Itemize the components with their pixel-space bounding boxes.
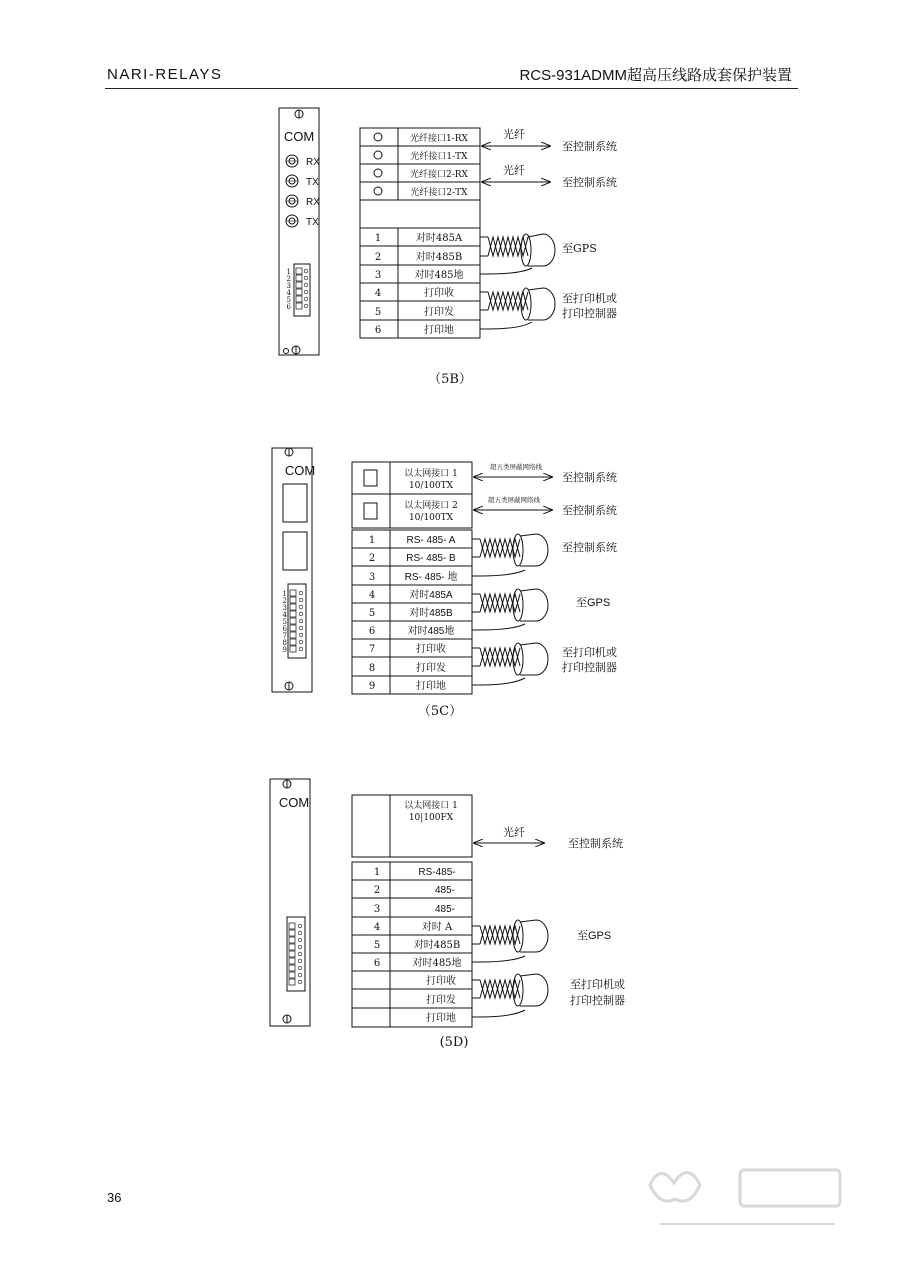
fiber-port-icon — [286, 195, 298, 207]
figure-5c — [272, 448, 617, 719]
cable-label: 超五类屏蔽网络线 — [488, 496, 540, 504]
dest-printer: 打印控制器 — [570, 994, 625, 1007]
twisted-pair-cable — [472, 534, 548, 576]
terminal-label: 打印地 — [426, 1013, 456, 1024]
ethernet-port-speed: 10/100TX — [408, 513, 454, 523]
pin-number: 4 — [282, 611, 287, 619]
terminal-label: 对时485A — [415, 233, 463, 244]
terminal-connector — [287, 917, 305, 991]
terminal-label: 对时485地 — [414, 270, 464, 281]
screw-icon — [285, 682, 293, 690]
terminal-label: 对时 A — [421, 922, 453, 933]
dest-control: 至控制系统 — [562, 140, 617, 153]
figure-5b — [279, 108, 617, 387]
fiber-label: 光纤 — [503, 164, 525, 177]
terminal-label: 打印发 — [426, 995, 456, 1006]
dest-printer: 至打印机或 — [562, 292, 617, 305]
pin-number: 5 — [282, 618, 287, 626]
dest-printer: 至打印机或 — [562, 646, 617, 659]
twisted-pair-cable — [472, 643, 548, 685]
pin-number: 2 — [282, 597, 287, 605]
ethernet-port-label: 以太网接口 1 — [404, 469, 458, 479]
terminal-label: 对时485A — [409, 590, 453, 601]
twisted-pair-cable — [472, 920, 548, 962]
terminal-number: 8 — [368, 663, 376, 674]
terminal-label: 对时485B — [409, 608, 453, 619]
cable-label: 超五类屏蔽网络线 — [490, 463, 542, 471]
figure-caption: (5D) — [439, 1035, 469, 1050]
ethernet-port-icon — [283, 532, 307, 570]
com-panel-5b — [279, 108, 319, 355]
dest-control: 至控制系统 — [568, 837, 623, 850]
terminal-number: 5 — [368, 608, 376, 619]
pin-number: 9 — [282, 646, 287, 654]
header-company: NARI-RELAYS — [107, 66, 223, 83]
panel-title-5d: COM — [278, 795, 310, 810]
terminal-number: 6 — [373, 958, 381, 969]
pin-number: 1 — [286, 268, 291, 276]
terminal-number: 4 — [373, 922, 381, 933]
terminal-number: 2 — [373, 885, 381, 896]
terminal-connector — [294, 264, 310, 316]
dest-control: 至控制系统 — [562, 176, 617, 189]
port-label: TX — [306, 217, 319, 228]
terminal-label: RS- 485- 地 — [404, 572, 458, 583]
panel-title-5b: COM — [283, 129, 315, 144]
pin-number: 2 — [286, 275, 291, 283]
pin-number: 4 — [286, 289, 291, 297]
dest-gps: 至GPS — [577, 930, 612, 942]
terminal-label: RS- 485- B — [406, 553, 456, 564]
header-title: RCS-931ADMM超高压线路成套保护装置 — [519, 67, 792, 84]
terminal-connector — [288, 584, 306, 658]
dest-printer: 打印控制器 — [562, 307, 617, 320]
twisted-pair-cable — [472, 974, 548, 1017]
terminal-label: 打印地 — [424, 325, 454, 336]
terminal-number: 6 — [374, 325, 382, 336]
terminal-number: 4 — [368, 590, 376, 601]
ethernet-port-label: 以太网接口 2 — [404, 501, 458, 511]
ethernet-port-label: 以太网接口 1 — [404, 801, 458, 811]
screw-icon — [283, 1015, 291, 1023]
fiber-label: 光纤 — [503, 826, 525, 839]
terminal-label: 对时485B — [413, 940, 461, 951]
terminal-number: 5 — [374, 307, 382, 318]
terminal-number: 6 — [368, 626, 376, 637]
dest-printer: 打印控制器 — [562, 661, 617, 674]
pin-number: 6 — [286, 303, 291, 311]
pin-number: 5 — [286, 296, 291, 304]
terminal-label: 485- — [434, 885, 456, 896]
ethernet-port-speed: 10|100FX — [408, 813, 454, 823]
screw-icon — [292, 346, 300, 354]
terminal-label: 对时485地 — [407, 626, 455, 637]
pin-number: 3 — [282, 604, 287, 612]
terminal-label: 打印地 — [416, 681, 446, 692]
fiber-row-label: 光纤接口1-TX — [410, 152, 468, 162]
terminal-number: 1 — [374, 233, 382, 244]
dest-gps: 至GPS — [562, 242, 597, 255]
fiber-row-label: 光纤接口2-RX — [410, 170, 468, 180]
twisted-pair-cable — [472, 589, 548, 630]
dest-gps: 至GPS — [576, 597, 611, 609]
terminal-number: 1 — [368, 535, 376, 546]
screw-icon — [285, 448, 293, 456]
port-label: RX — [306, 157, 320, 168]
terminal-label: 打印收 — [416, 644, 446, 655]
terminal-label: 打印收 — [424, 288, 454, 299]
pin-number: 6 — [282, 625, 287, 633]
watermark-logo — [650, 1170, 840, 1224]
ethernet-port-speed: 10/100TX — [408, 481, 454, 491]
pin-number: 8 — [282, 639, 287, 647]
com-panel-5d — [270, 779, 310, 1026]
fiber-port-icon — [286, 215, 298, 227]
terminal-label: 485- — [434, 904, 456, 915]
terminal-label: 打印发 — [424, 307, 454, 318]
dest-printer: 至打印机或 — [570, 978, 625, 991]
terminal-number: 9 — [368, 681, 376, 692]
terminal-number: 2 — [374, 252, 382, 263]
figure-5d — [270, 779, 625, 1050]
terminal-table — [360, 228, 480, 338]
page-number: 36 — [107, 1190, 122, 1205]
terminal-label: 打印发 — [416, 663, 446, 674]
screw-icon — [295, 110, 303, 118]
terminal-number: 3 — [368, 572, 376, 583]
figure-caption: （5B） — [428, 372, 472, 387]
fiber-label: 光纤 — [503, 128, 525, 141]
fiber-port-icon — [286, 155, 298, 167]
ethernet-port-icon — [283, 484, 307, 522]
pin-number: 7 — [282, 632, 287, 640]
fiber-row-label: 光纤接口1-RX — [410, 134, 468, 144]
terminal-number: 7 — [368, 644, 376, 655]
figure-caption: （5C） — [417, 704, 463, 719]
terminal-number: 1 — [373, 867, 381, 878]
dest-control: 至控制系统 — [562, 504, 617, 517]
port-label: RX — [306, 197, 320, 208]
pin-number: 1 — [282, 590, 287, 598]
screw-icon — [283, 780, 291, 788]
panel-title-5c: COM — [284, 463, 316, 478]
dest-control: 至控制系统 — [562, 471, 617, 484]
terminal-number: 3 — [373, 904, 381, 915]
fiber-port-icon — [286, 175, 298, 187]
dest-control: 至控制系统 — [562, 541, 617, 554]
terminal-label: 对时485地 — [412, 958, 462, 969]
twisted-pair-cable — [480, 288, 555, 329]
terminal-number: 3 — [374, 270, 382, 281]
terminal-number: 2 — [368, 553, 376, 564]
fiber-row-label: 光纤接口2-TX — [410, 188, 468, 198]
terminal-label: 对时485B — [415, 252, 463, 263]
terminal-label: 打印收 — [426, 976, 456, 987]
terminal-label: RS-485- — [418, 867, 456, 878]
port-label: TX — [306, 177, 319, 188]
pin-number: 3 — [286, 282, 291, 290]
terminal-number: 4 — [374, 288, 382, 299]
terminal-number: 5 — [373, 940, 381, 951]
terminal-label: RS- 485- A — [406, 535, 456, 546]
twisted-pair-cable — [480, 234, 555, 274]
led-icon — [284, 349, 289, 354]
